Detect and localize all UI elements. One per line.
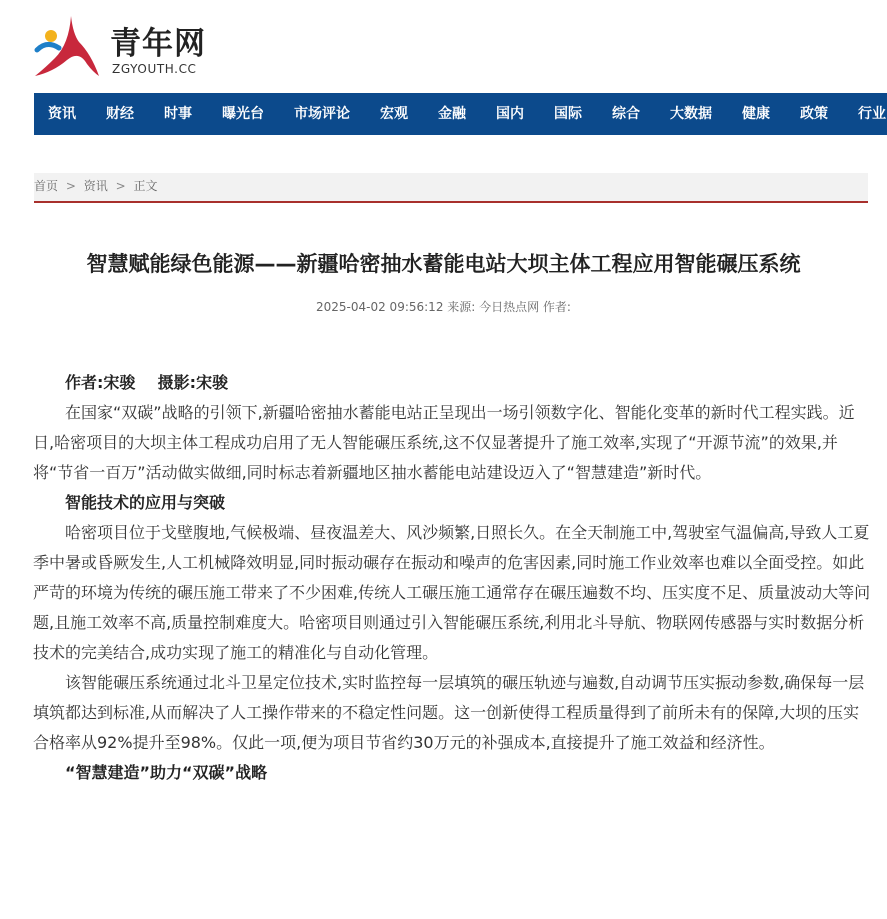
logo-domain: ZGYOUTH.CC xyxy=(112,62,197,76)
article-paragraph: 该智能碾压系统通过北斗卫星定位技术,实时监控每一层填筑的碾压轨迹与遍数,自动调节压实振动参数,确保每一层填筑都达到标准,从而解决了人工操作带来的不稳定性问题。这一创新使得工程质量得到了前所未有的保障,大坝的压实合格率从92%提升至98%。仅此一项,便为项目节省约30万元的补强成本,直接提升了施工效益和经济性。 xyxy=(33,673,865,752)
nav-item-shichangpinglun[interactable]: 市场评论 xyxy=(294,106,350,122)
nav-item-zonghe[interactable]: 综合 xyxy=(612,106,640,122)
breadcrumb xyxy=(34,173,868,203)
nav-item-dashuju[interactable]: 大数据 xyxy=(670,106,712,122)
site-header xyxy=(0,0,887,93)
logo-title[interactable]: 青年网 xyxy=(110,26,206,62)
article-paragraph: 在国家“双碳”战略的引领下,新疆哈密抽水蓄能电站正呈现出一场引领数字化、智能化变革的新时代工程实践。近日,哈密项目的大坝主体工程成功启用了无人智能碾压系统,这不仅显著提升了施工效率,实现了“开源节流”的效果,并将“节省一百万”活动做实做细,同时标志着新疆地区抽水蓄能电站建设迈入了“智慧建造”新时代。 xyxy=(33,403,855,482)
nav-item-zhengce[interactable]: 政策 xyxy=(800,106,828,122)
nav-item-guoji[interactable]: 国际 xyxy=(554,106,582,122)
nav-item-baoguangtai[interactable]: 曝光台 xyxy=(222,106,264,122)
breadcrumb-home[interactable]: 首页 xyxy=(34,179,59,193)
nav-item-zixun[interactable]: 资讯 xyxy=(48,106,76,122)
logo-icon[interactable] xyxy=(33,14,103,80)
nav-item-shishi[interactable]: 时事 xyxy=(164,106,192,122)
breadcrumb-current: 正文 xyxy=(133,179,158,193)
main-nav xyxy=(34,93,887,135)
nav-item-caijing[interactable]: 财经 xyxy=(106,106,134,122)
nav-item-hangye[interactable]: 行业 xyxy=(858,106,886,122)
nav-item-hongguan[interactable]: 宏观 xyxy=(380,106,408,122)
nav-item-jiankang[interactable]: 健康 xyxy=(742,106,770,122)
article-byline: 作者:宋骏 摄影:宋骏 xyxy=(65,373,229,392)
article-title: 智慧赋能绿色能源——新疆哈密抽水蓄能电站大坝主体工程应用智能碾压系统 xyxy=(86,252,801,276)
article-subheading: “智慧建造”助力“双碳”战略 xyxy=(65,763,268,782)
article-meta: 2025-04-02 09:56:12 来源: 今日热点网 作者: xyxy=(316,300,571,314)
breadcrumb-separator: > xyxy=(65,179,76,193)
article-subheading: 智能技术的应用与突破 xyxy=(65,493,226,512)
breadcrumb-section[interactable]: 资讯 xyxy=(83,179,108,193)
article-body xyxy=(33,368,871,788)
breadcrumb-separator: > xyxy=(115,179,126,193)
nav-item-guonei[interactable]: 国内 xyxy=(496,106,524,122)
nav-item-jinrong[interactable]: 金融 xyxy=(438,106,466,122)
article-paragraph: 哈密项目位于戈壁腹地,气候极端、昼夜温差大、风沙频繁,日照长久。在全天制施工中,驾驶室气温偏高,导致人工夏季中暑或昏厥发生,人工机械降效明显,同时振动碾存在振动和噪声的危害因素,同时施工作业效率也难以全面受控。如此严苛的环境为传统的碾压施工带来了不少困难,传统人工碾压施工通常存在碾压遍数不均、压实度不足、质量波动大等问题,且施工效率不高,质量控制难度大。哈密项目则通过引入智能碾压系统,利用北斗导航、物联网传感器与实时数据分析技术的完美结合,成功实现了施工的精准化与自动化管理。 xyxy=(33,523,871,662)
